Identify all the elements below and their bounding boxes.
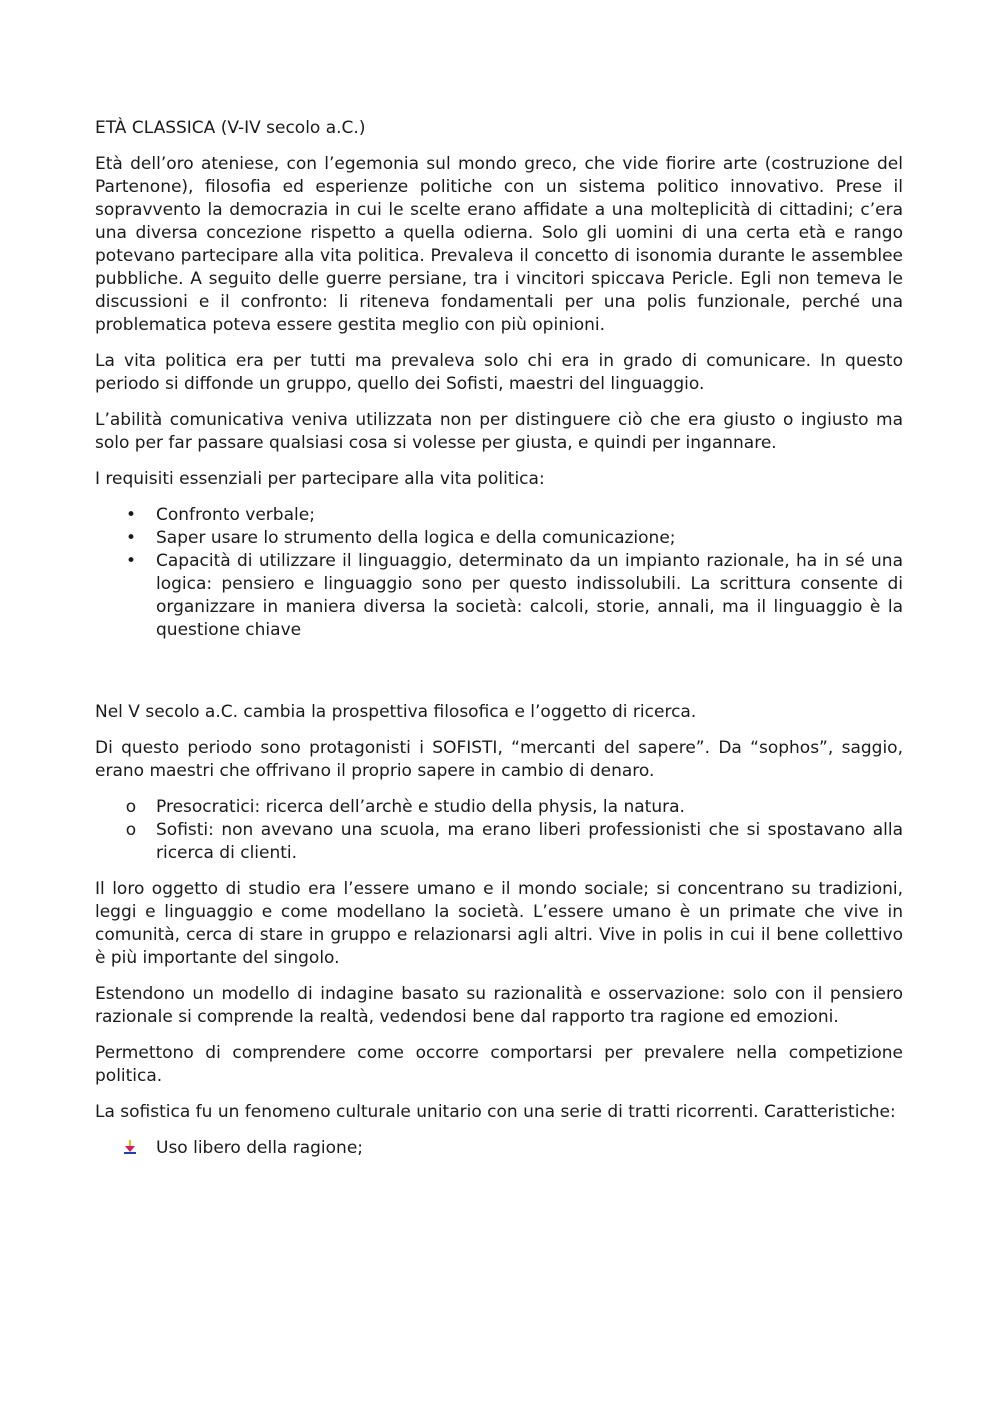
list-item-text: Saper usare lo strumento della logica e della comunicazione; [156,528,676,548]
list-item [156,1137,903,1160]
paragraph-eta-oro: Età dell’oro ateniese, con l’egemonia sul mondo greco, che vide fiorire arte (costruzione del Partenone), filosofia ed esperienze politiche con un sistema politico innovativo. Prese il sopravvento la democrazia in cui le scelte erano affidate a una molteplicità di cittadini; c’era una diversa concezione rispetto a quella odierna. Solo gli uomini di una certa età e rango potevano partecipare alla vita politica. Prevaleva il concetto di isonomia durante le assemblee pubbliche. A seguito delle guerre persiane, tra i vincitori spiccava Pericle. Egli non temeva le discussioni e il confronto: li riteneva fondamentali per una polis funzionale, perché una problematica poteva essere gestita meglio con più opinioni. [95,154,903,335]
paragraph-sofisti: Di questo periodo sono protagonisti i SOFISTI, “mercanti del sapere”. Da “sophos”, saggio, erano maestri che offrivano il proprio sapere in cambio di denaro. [95,738,903,781]
list-item-text: Capacità di utilizzare il linguaggio, determinato da un impianto razionale, ha in sé una logica: pensiero e linguaggio sono per questo indissolubili. La scrittura consente di organizzare in maniera diversa la società: calcoli, storie, annali, ma il linguaggio è la questione chiave [156,551,903,640]
list-item-text: Uso libero della ragione; [156,1138,364,1158]
section-heading: ETÀ CLASSICA (V-IV secolo a.C.) [95,118,366,138]
list-item-text: Confronto verbale; [156,505,315,525]
paragraph-abilita-comunicativa: L’abilità comunicativa veniva utilizzata non per distinguere ciò che era giusto o ingiusto ma solo per far passare qualsiasi cosa si volesse per giusta, e quindi per ingannare. [95,410,903,453]
circle-bullet-icon: o [125,820,137,840]
caratteristiche-list [95,1137,903,1160]
bullet-icon: • [125,551,137,571]
paragraph-modello-indagine: Estendono un modello di indagine basato su razionalità e osservazione: solo con il pensiero razionale si comprende la realtà, vedendosi bene dal rapporto tra ragione ed emozioni. [95,984,903,1027]
circle-bullet-icon: o [125,797,137,817]
paragraph-requisiti-intro: I requisiti essenziali per partecipare alla vita politica: [95,469,545,489]
paragraph-competizione: Permettono di comprendere come occorre comportarsi per prevalere nella competizione politica. [95,1043,903,1086]
paragraph-sofistica: La sofistica fu un fenomeno culturale unitario con una serie di tratti ricorrenti. Caratteristiche: [95,1102,896,1122]
blank-space [95,655,903,701]
list-item [125,504,903,527]
arrow-down-icon [123,1140,137,1154]
bullet-icon: • [125,505,137,525]
paragraph-oggetto-studio: Il loro oggetto di studio era l’essere umano e il mondo sociale; si concentrano su tradizioni, leggi e linguaggio e come modellano la società. L’essere umano è un primate che vive in comunità, cerca di stare in gruppo e relazionarsi agli altri. Vive in polis in cui il bene collettivo è più importante del singolo. [95,879,903,968]
list-item [125,819,903,865]
paragraph-v-secolo: Nel V secolo a.C. cambia la prospettiva filosofica e l’oggetto di ricerca. [95,702,697,722]
requisiti-list [95,504,903,642]
confronto-list [95,796,903,865]
document-page [95,117,903,1173]
list-item-text: Presocratici: ricerca dell’archè e studio della physis, la natura. [156,797,685,817]
list-item [125,796,903,819]
bullet-icon: • [125,528,137,548]
paragraph-vita-politica: La vita politica era per tutti ma prevaleva solo chi era in grado di comunicare. In questo periodo si diffonde un gruppo, quello dei Sofisti, maestri del linguaggio. [95,351,903,394]
list-item-text: Sofisti: non avevano una scuola, ma erano liberi professionisti che si spostavano alla ricerca di clienti. [156,820,903,863]
list-item [125,527,903,550]
list-item [125,550,903,642]
